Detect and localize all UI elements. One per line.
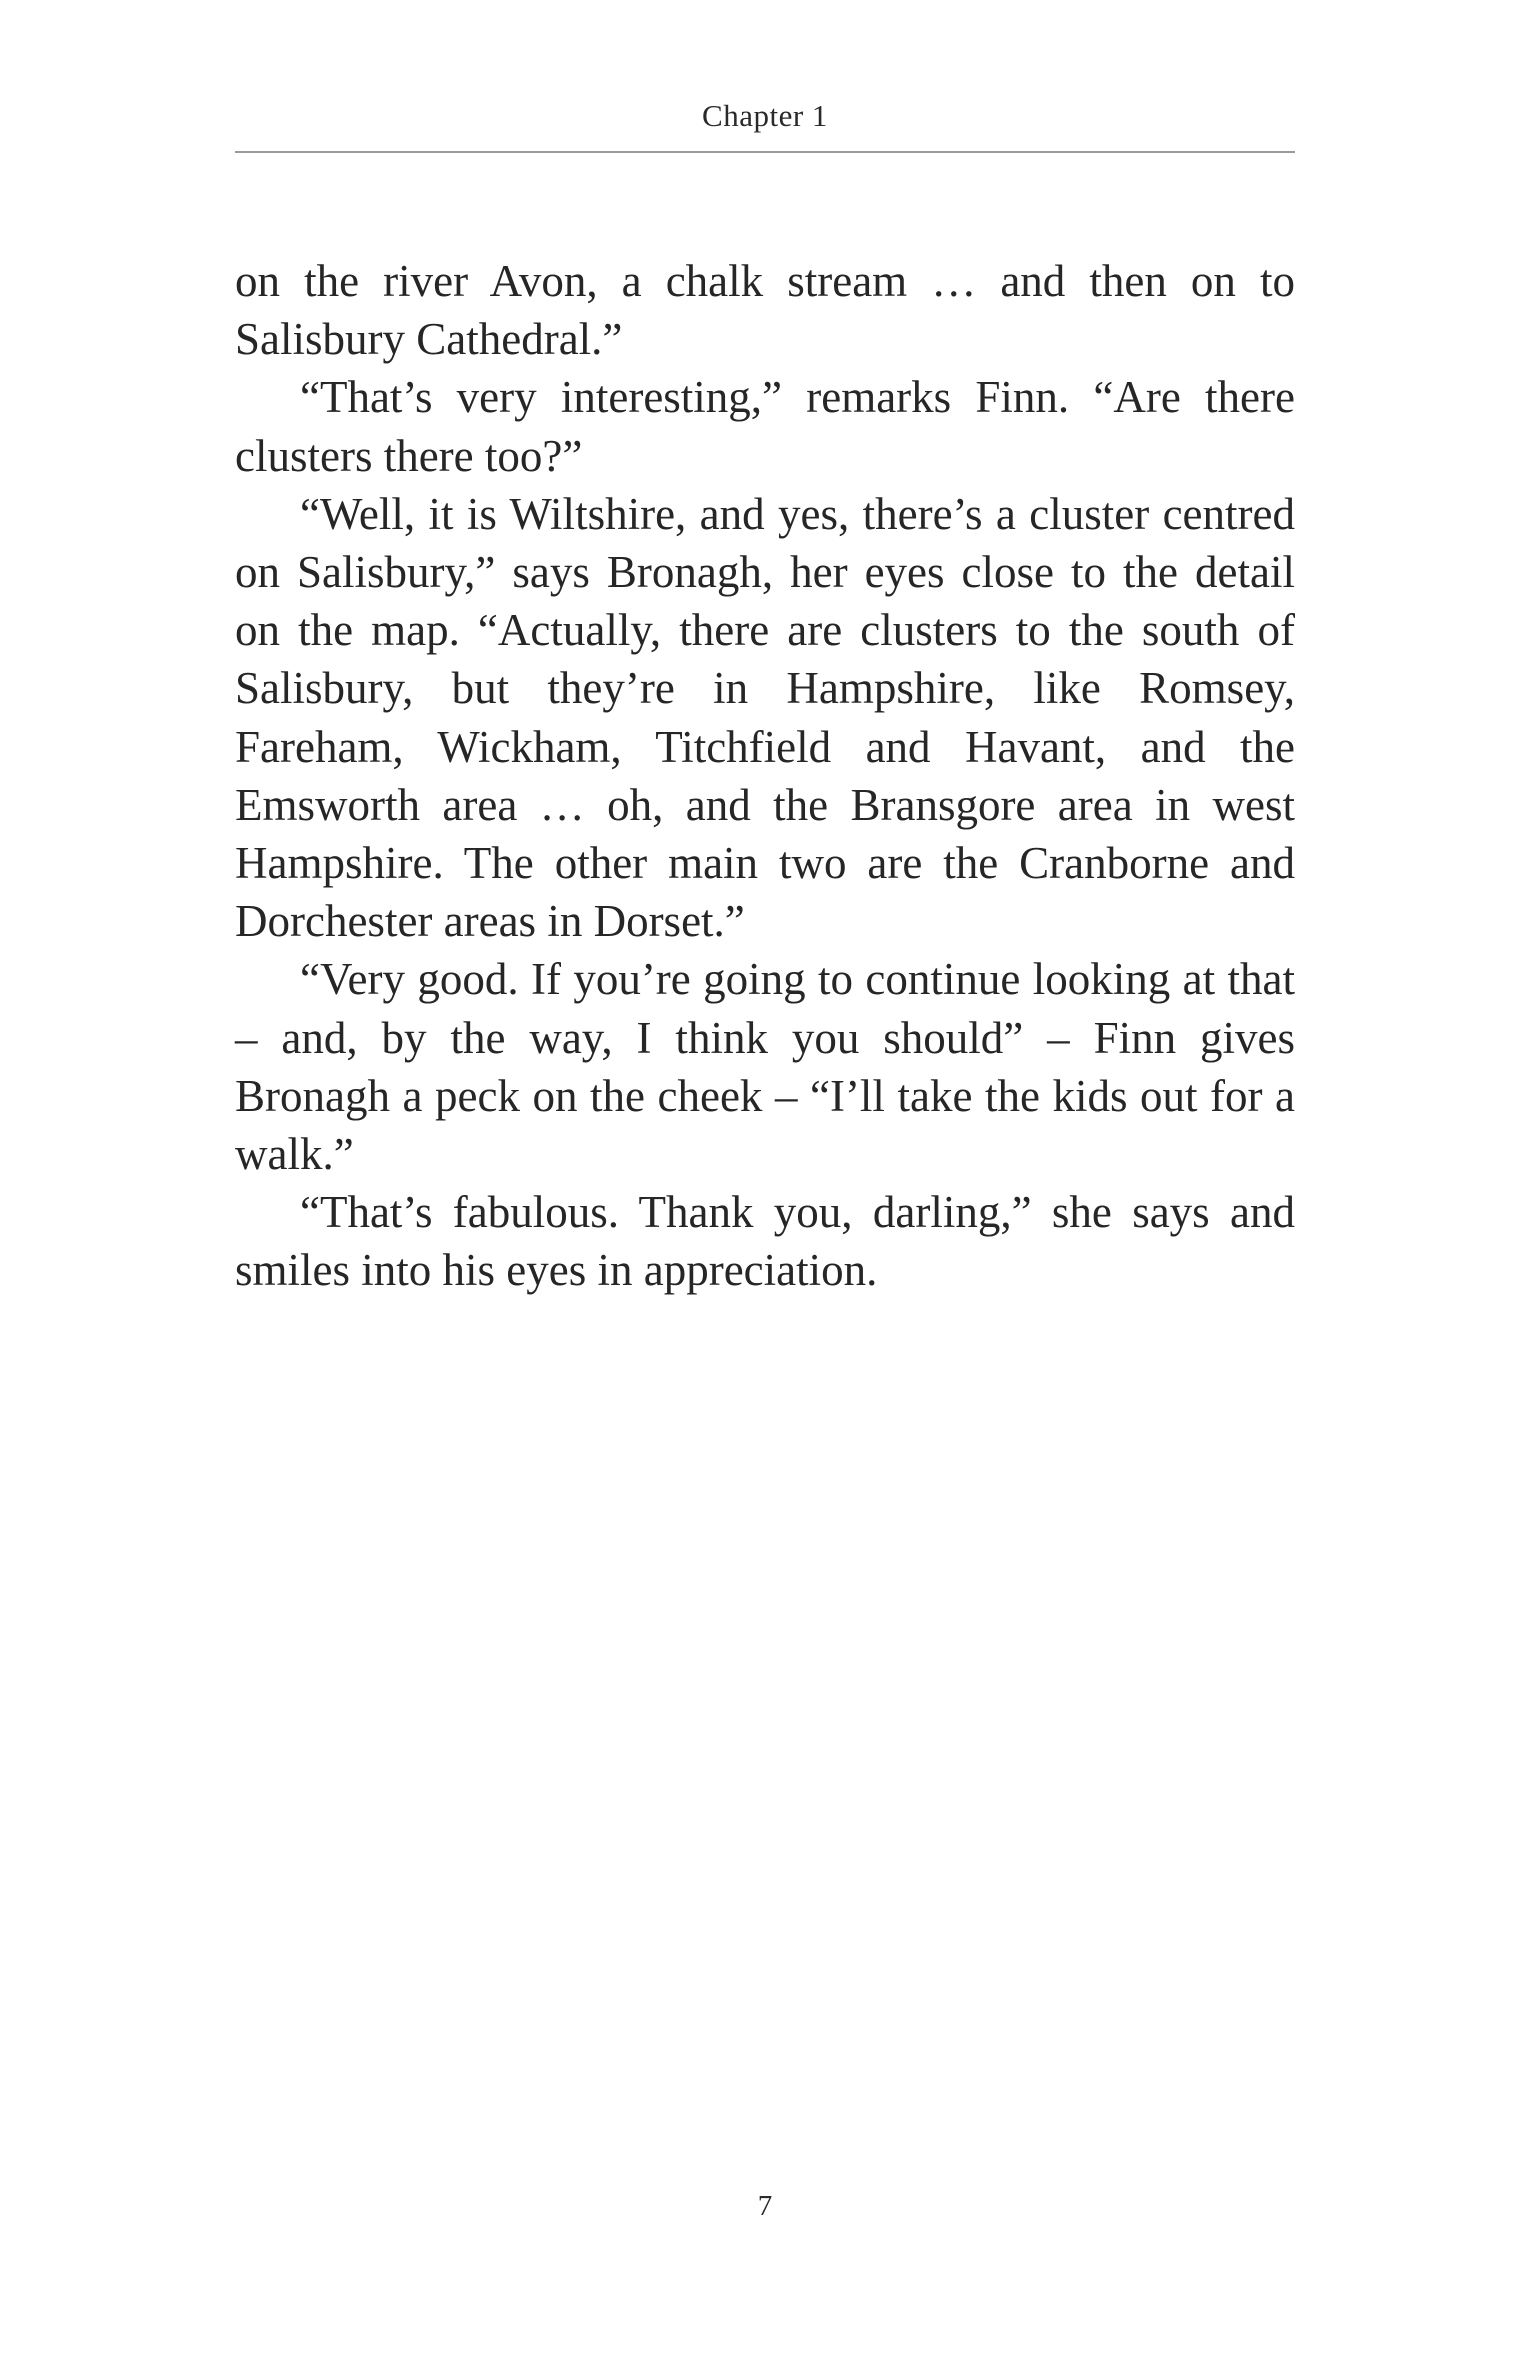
paragraph: “Very good. If you’re going to continue looking at that – and, by the way, I think you should” – Finn gives Bronagh a peck on the cheek – “I’ll take the kids out for a walk.” <box>235 954 1295 1180</box>
page-number: 7 <box>757 2190 773 2222</box>
body-text <box>235 252 1295 1300</box>
paragraph: “That’s very interesting,” remarks Finn. “Are there clusters there too?” <box>235 372 1295 481</box>
header-rule <box>235 151 1295 153</box>
running-header: Chapter 1 <box>702 98 828 133</box>
paragraph: “Well, it is Wiltshire, and yes, there’s a cluster centred on Salisbury,” says Bronagh, her eyes close to the detail on the map. “Actually, there are clusters to the south of Salisbury, but they’re in Hampshire, like Romsey, Fareham, Wickham, Titchfield and Havant, and the Emsworth area … oh, and the Bransgore area in west Hampshire. The other main two are the Cranborne and Dorchester areas in Dorset.” <box>235 488 1295 947</box>
paragraph-continuation: on the river Avon, a chalk stream … and then on to Salisbury Cathedral.” <box>235 256 1295 365</box>
paragraph: “That’s fabulous. Thank you, darling,” she says and smiles into his eyes in appreciation. <box>235 1187 1295 1296</box>
